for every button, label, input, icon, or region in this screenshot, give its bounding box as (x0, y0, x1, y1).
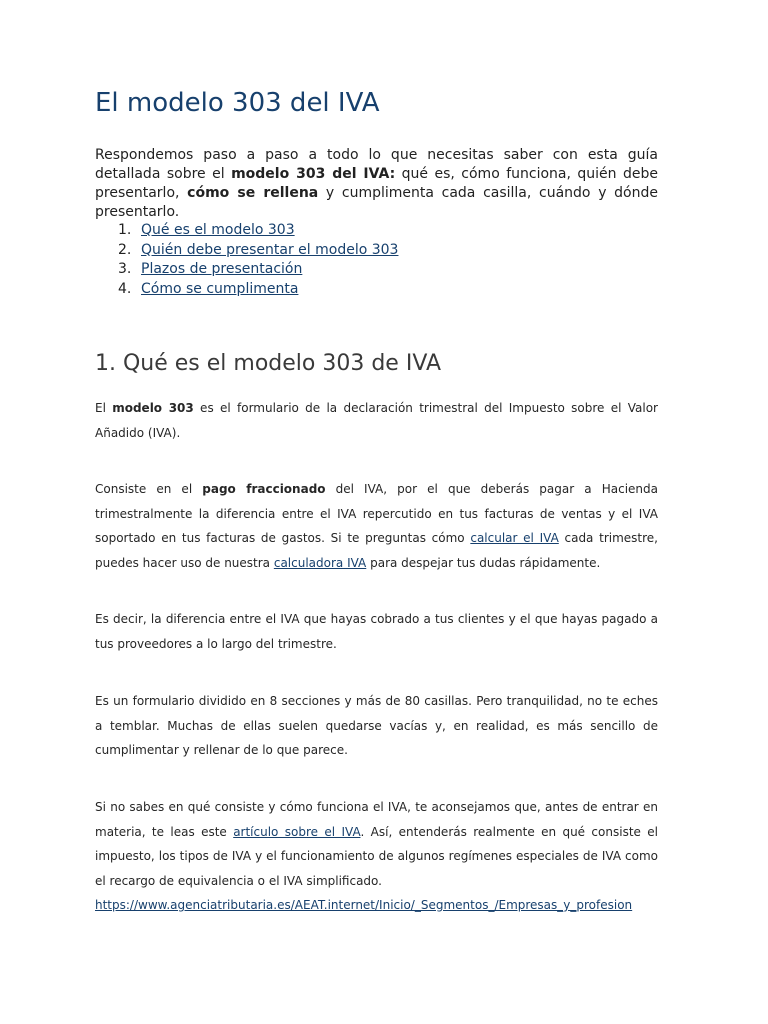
agencia-tributaria-url-link[interactable]: https://www.agenciatributaria.es/AEAT.internet/Inicio/_Segmentos_/Empresas_y_profesion (95, 898, 633, 912)
para-text: . Así, entenderás realmente en qué consiste el impuesto, los tipos de IVA y el funcionamiento de algunos regímenes especiales de IVA como el recargo de equivalencia o el IVA simplificado. (95, 824, 658, 888)
calcular-iva-link[interactable]: calcular el IVA (470, 531, 559, 545)
intro-bold-2: cómo se rellena (187, 185, 319, 201)
toc-item (95, 241, 398, 261)
paragraph-es-decir: Es decir, la diferencia entre el IVA que hayas cobrado a tus clientes y el que hayas pagado a tus proveedores a lo largo del trimestre. (95, 612, 658, 651)
toc-link-quien-debe[interactable]: Quién debe presentar el modelo 303 (141, 241, 399, 258)
intro-paragraph (95, 146, 658, 222)
table-of-contents (95, 221, 398, 299)
toc-item (95, 280, 398, 300)
toc-item (95, 221, 398, 241)
paragraph-articulo (95, 795, 658, 918)
para-text: del IVA, por el que deberás pagar a Hacienda trimestralmente la diferencia entre el IVA repercutido en tus facturas de ventas y el IVA soportado en tus facturas de gastos. Si te preguntas cómo (95, 482, 658, 545)
para-text: cada trimestre, puedes hacer uso de nuestra (95, 531, 658, 570)
para-bold: modelo 303 (112, 401, 194, 415)
section-heading: 1. Qué es el modelo 303 de IVA (95, 351, 442, 376)
intro-text-3: y cumplimenta cada casilla, cuándo y dónde presentarlo. (95, 185, 658, 220)
calculadora-iva-link[interactable]: calculadora IVA (273, 555, 367, 570)
intro-text-1: Respondemos paso a paso a todo lo que necesitas saber con esta guía detallada sobre el (95, 147, 658, 182)
toc-item (95, 260, 398, 280)
intro-bold-1: modelo 303 del IVA: (231, 166, 396, 182)
para-text: El (95, 401, 113, 415)
articulo-iva-link[interactable]: artículo sobre el IVA (233, 824, 361, 839)
para-text: para despejar tus dudas rápidamente. (366, 555, 601, 570)
paragraph-pago-fraccionado (95, 477, 658, 575)
page-title: El modelo 303 del IVA (95, 88, 380, 118)
para-text: Si no sabes en qué consiste y cómo funciona el IVA, te aconsejamos que, antes de entrar en materia, te leas este (95, 800, 658, 839)
toc-link-plazos[interactable]: Plazos de presentación (141, 261, 303, 277)
intro-text-2: qué es, cómo funciona, quién debe presentarlo, (95, 166, 658, 201)
toc-item-number: 2. (118, 241, 132, 258)
para-text: es el formulario de la declaración trimestral del Impuesto sobre el Valor Añadido (IVA). (95, 401, 658, 440)
toc-item-number: 1. (118, 222, 132, 238)
para-text: Consiste en el (95, 482, 203, 496)
toc-item-number: 4. (118, 280, 132, 297)
para-bold: pago fraccionado (202, 482, 326, 496)
paragraph-definition (95, 396, 658, 445)
toc-link-que-es[interactable]: Qué es el modelo 303 (141, 222, 295, 238)
paragraph-formulario: Es un formulario dividido en 8 secciones y más de 80 casillas. Pero tranquilidad, no te eches a temblar. Muchas de ellas suelen quedarse vacías y, en realidad, es más sencillo de cumplimentar y rellenar de lo que parece. (95, 694, 658, 757)
toc-item-number: 3. (118, 261, 132, 277)
toc-link-como-se-cumplimenta[interactable]: Cómo se cumplimenta (141, 280, 299, 297)
